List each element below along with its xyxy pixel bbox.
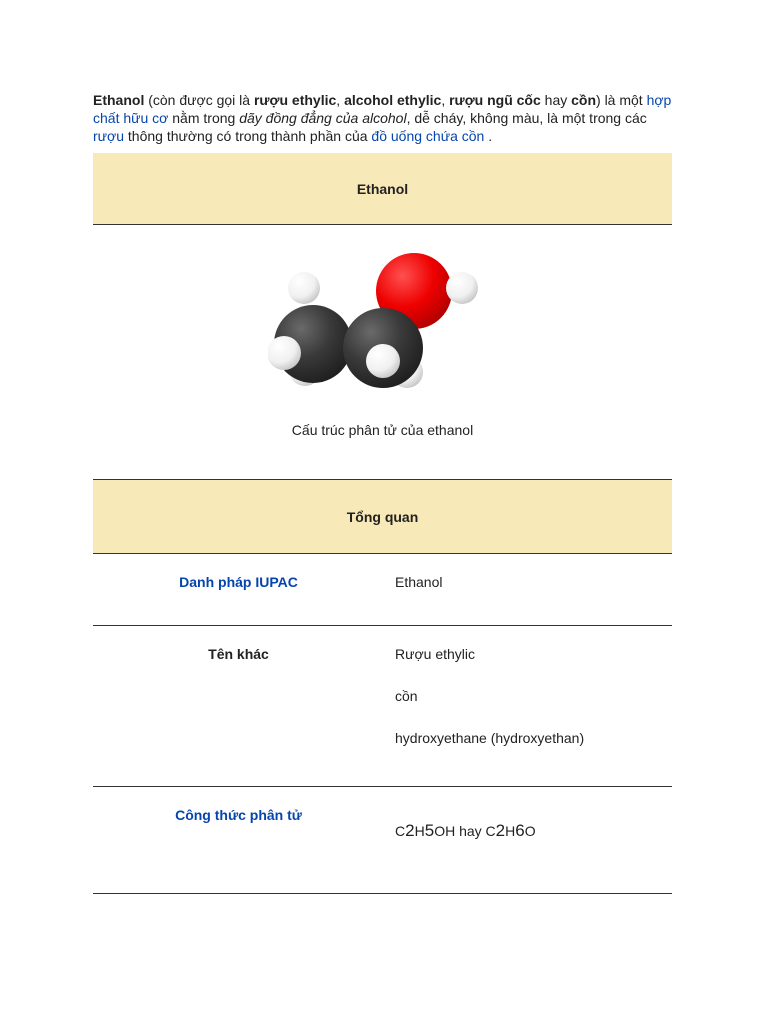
intro-text: hay bbox=[540, 92, 572, 108]
section-header-tong-quan: Tổng quan bbox=[93, 480, 672, 554]
other-name-item: hydroxyethane (hydroxyethan) bbox=[395, 730, 585, 746]
link-ruou[interactable]: rượu bbox=[93, 128, 125, 144]
formula-part: C bbox=[395, 823, 406, 839]
hydrogen-atom bbox=[446, 272, 478, 304]
label-iupac-name[interactable]: Danh pháp IUPAC bbox=[93, 554, 384, 626]
intro-text: , dễ cháy, không màu, là một trong các bbox=[406, 110, 647, 126]
value-molecular-formula bbox=[384, 787, 672, 894]
intro-text: (còn được gọi là bbox=[144, 92, 254, 108]
label-molecular-formula[interactable]: Công thức phân tử bbox=[93, 787, 384, 894]
formula-part: 5 bbox=[424, 821, 435, 840]
formula-part: OH hay C bbox=[434, 823, 496, 839]
term-alcohol-ethylic: alcohol ethylic bbox=[344, 92, 442, 108]
hydrogen-atom bbox=[366, 344, 400, 378]
term-ethanol: Ethanol bbox=[93, 92, 145, 108]
infobox-row-iupac bbox=[93, 554, 672, 626]
intro-text: . bbox=[484, 128, 493, 144]
ethanol-molecule-model bbox=[268, 246, 498, 406]
formula-part: H bbox=[414, 823, 425, 839]
intro-text: ) là một bbox=[596, 92, 647, 108]
intro-paragraph bbox=[93, 91, 672, 145]
infobox-table bbox=[93, 153, 672, 894]
other-name-item: Rượu ethylic bbox=[395, 646, 476, 662]
intro-text: thông thường có trong thành phần của bbox=[124, 128, 372, 144]
intro-text: , bbox=[441, 92, 450, 108]
infobox-row-formula bbox=[93, 787, 672, 894]
formula-part: H bbox=[505, 823, 516, 839]
formula-part: 6 bbox=[515, 821, 525, 840]
hydrogen-atom bbox=[288, 272, 320, 304]
link-hop-chat-huu-co[interactable]: hợp chất hữu cơ bbox=[93, 92, 672, 126]
infobox-title: Ethanol bbox=[93, 153, 672, 225]
formula-part: 2 bbox=[495, 821, 506, 840]
intro-text: nằm trong bbox=[168, 110, 240, 126]
molecule-image-cell bbox=[93, 225, 672, 480]
term-ruou-ngu-coc: rượu ngũ cốc bbox=[449, 92, 541, 108]
other-name-item: cồn bbox=[395, 688, 418, 704]
value-other-names bbox=[384, 626, 672, 787]
term-con: cồn bbox=[571, 92, 597, 108]
hydrogen-atom bbox=[268, 336, 301, 370]
term-ruou-ethylic: rượu ethylic bbox=[253, 92, 337, 108]
infobox-row-other-names bbox=[93, 626, 672, 787]
label-other-names: Tên khác bbox=[93, 626, 384, 787]
molecule-caption: Cấu trúc phân tử của ethanol bbox=[291, 422, 474, 438]
intro-text: , bbox=[336, 92, 345, 108]
term-day-dong-dang: dãy đồng đẳng của alcohol bbox=[239, 110, 407, 126]
link-do-uong-chua-con[interactable]: đồ uống chứa cồn bbox=[371, 128, 485, 144]
value-iupac-name: Ethanol bbox=[384, 554, 672, 626]
formula-part: O bbox=[524, 823, 536, 839]
article-content bbox=[93, 91, 672, 894]
formula-part: 2 bbox=[405, 821, 415, 840]
